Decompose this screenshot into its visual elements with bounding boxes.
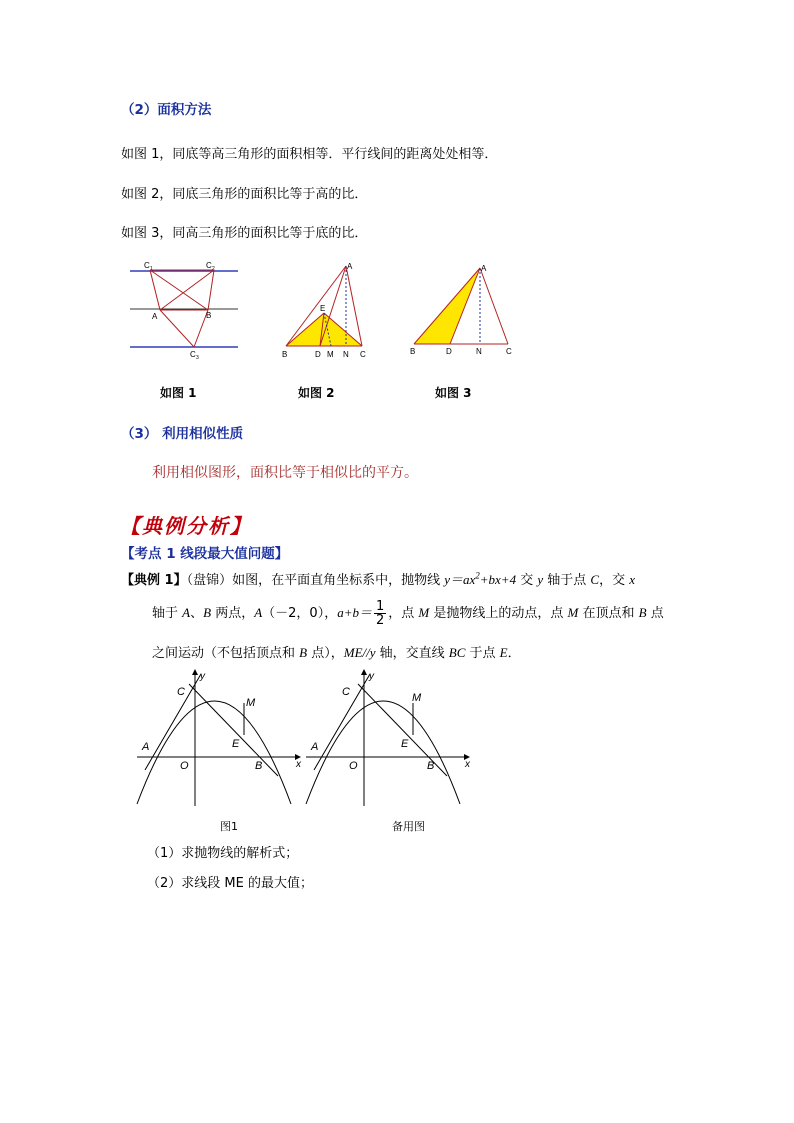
fraction-one-half: $\frac{1}{2}$ [375, 599, 385, 628]
graph-figure-1 [133, 668, 305, 813]
figure-1-diagram [128, 258, 240, 363]
graph1-label-y: y [200, 671, 205, 682]
graph-caption-backup: 备用图 [392, 820, 425, 833]
graph1-label-a: A [142, 741, 150, 753]
fig3-label-b: B [410, 347, 416, 356]
fig2-label-n: N [343, 350, 349, 359]
figure-2-diagram [276, 258, 376, 363]
fig3-label-d: D [446, 347, 452, 356]
similarity-text: 利用相似图形，面积比等于相似比的平方。 [152, 465, 418, 481]
text-line-3: 如图 3，同高三角形的面积比等于底的比． [121, 226, 368, 241]
graph-figure-backup [302, 668, 474, 813]
svg-text:3: 3 [196, 355, 199, 361]
svg-text:2: 2 [212, 266, 215, 272]
section-heading-area-method: （2）面积方法 [121, 102, 212, 118]
fig2-label-d: D [315, 350, 321, 359]
figure-3-caption: 如图 3 [435, 386, 472, 400]
graph-caption-1: 图1 [220, 820, 238, 833]
fig3-label-a: A [481, 264, 487, 273]
fig3-label-c: C [506, 347, 512, 356]
graph2-label-m: M [412, 692, 422, 704]
graph2-label-y: y [369, 671, 374, 682]
graph1-label-e: E [232, 738, 240, 750]
graph1-label-o: O [180, 760, 189, 772]
graph1-label-x: x [296, 759, 301, 770]
section-heading-similarity: （3） 利用相似性质 [121, 426, 244, 442]
example-line-1: 【典例 1】（盘锦）如图，在平面直角坐标系中，抛物线 $y=ax^2+bx+4$ 交 y 轴于点 C，交 x [121, 570, 635, 588]
kaodian-heading: 【考点 1 线段最大值问题】 [121, 546, 289, 562]
fig1-label-c3: C [190, 350, 196, 359]
figure-1-caption: 如图 1 [160, 386, 197, 400]
example-line-2: 轴于 A、B 两点，A（－2，0），a+b＝ $\frac{1}{2}$ ，点 M 是抛物线上的动点，点 M 在顶点和 B 点 [152, 599, 664, 628]
fig1-label-c2: C [206, 261, 212, 270]
text-line-2: 如图 2，同底三角形的面积比等于高的比． [121, 187, 368, 202]
fig1-label-a: A [152, 312, 158, 321]
fig1-label-b: B [206, 311, 212, 320]
fig2-label-e: E [320, 304, 326, 313]
fig1-label-c1: C [144, 261, 150, 270]
graph2-label-a: A [311, 741, 319, 753]
graph2-label-c: C [342, 686, 350, 698]
svg-text:1: 1 [150, 266, 153, 272]
graph1-label-c: C [177, 686, 185, 698]
graph1-label-b: B [255, 760, 263, 772]
graph2-label-b: B [427, 760, 435, 772]
fig2-label-a: A [347, 262, 353, 271]
graph1-label-m: M [246, 697, 256, 709]
fig3-label-n: N [476, 347, 482, 356]
question-1: （1）求抛物线的解析式； [147, 846, 299, 861]
graph2-label-e: E [401, 738, 409, 750]
example-line-3: 之间运动（不包括顶点和 B 点），ME//y 轴，交直线 BC 于点 E． [152, 645, 521, 661]
figure-3-diagram [404, 258, 519, 363]
example-analysis-banner: 【典例分析】 [120, 514, 252, 538]
fig2-label-m: M [327, 350, 334, 359]
question-2: （2）求线段 ME 的最大值； [147, 876, 313, 891]
fig2-label-c: C [360, 350, 366, 359]
figure-2-caption: 如图 2 [298, 386, 335, 400]
graph2-label-o: O [349, 760, 358, 772]
text-line-1: 如图 1，同底等高三角形的面积相等．平行线间的距离处处相等． [121, 147, 498, 162]
graph2-label-x: x [465, 759, 470, 770]
fig2-label-b: B [282, 350, 288, 359]
